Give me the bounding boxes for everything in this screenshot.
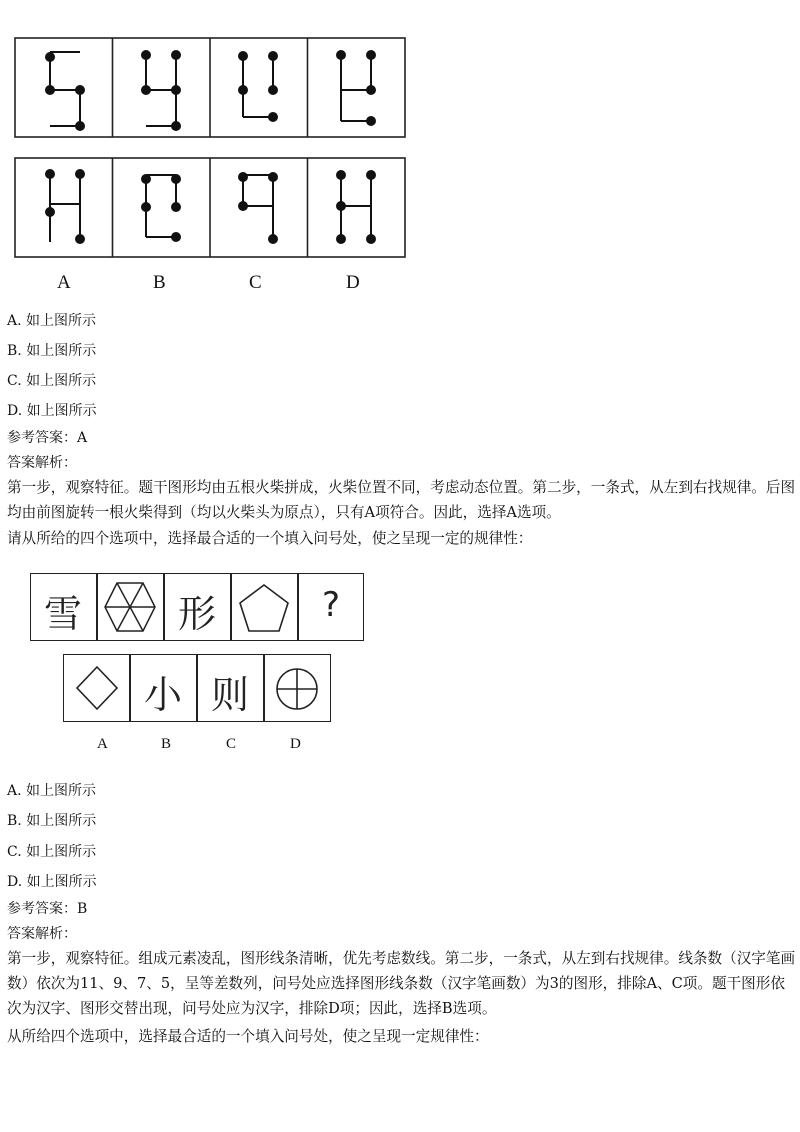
q2-prompt: 请从所给的四个选项中，选择最合适的一个填入问号处，使之呈现一定的规律性：	[7, 530, 533, 547]
q1-option-a[interactable]: A. 如上图所示	[7, 313, 97, 329]
q2-label-c: C	[226, 736, 237, 752]
q2-analysis: 第一步，观察特征。组成元素凌乱，图形线条清晰，优先考虑数线。第二步，一条式，从左到右找规律。线条数（汉字笔画数）依次为11、9、7、5，呈等差数列，问号处应选择图形线条数（汉字笔画数）为3的图形，排除A、C项。题干图形依次为汉字、图形交替出现，问号处应为汉字，排除D项；因此，选择B选项。	[7, 950, 796, 1017]
q2-answer: 参考答案：B	[7, 901, 88, 917]
matchstick-figure-4	[337, 51, 375, 125]
q1-analysis: 第一步，观察特征。题干图形均由五根火柴拼成，火柴位置不同，考虑动态位置。第二步，一条式，从左到右找规律。后图均由前图旋转一根火柴得到（均以火柴头为原点），只有A项符合。因此，选择A选项。	[7, 479, 796, 521]
q1-options-figure	[14, 157, 406, 259]
q2-char-xing: 形	[177, 592, 216, 636]
circle-cross-icon	[273, 665, 321, 713]
q3-prompt: 从所给四个选项中，选择最合适的一个填入问号处，使之呈现一定规律性：	[7, 1028, 489, 1045]
q1-analysis-title: 答案解析：	[7, 455, 77, 471]
q2-char-xue: 雪	[43, 592, 82, 636]
q1-label-b: B	[153, 272, 166, 293]
q2-option-a[interactable]: A. 如上图所示	[7, 783, 97, 799]
q1-label-d: D	[346, 272, 360, 293]
q2-question-mark: ?	[321, 585, 341, 625]
hexagon-icon	[103, 580, 157, 634]
q2-option-c[interactable]: C. 如上图所示	[7, 844, 97, 860]
q1-question-figure	[14, 37, 406, 139]
q1-option-c[interactable]: C. 如上图所示	[7, 373, 97, 389]
q2-options-row	[63, 654, 331, 722]
option-b-matchstick	[142, 175, 180, 241]
matchstick-figure-1	[46, 52, 84, 130]
pentagon-icon	[237, 582, 291, 634]
q2-char-xiao: 小	[143, 673, 182, 717]
q2-label-b: B	[161, 736, 172, 752]
q1-option-b[interactable]: B. 如上图所示	[7, 343, 97, 359]
q2-label-a: A	[97, 736, 108, 752]
diamond-icon	[74, 664, 120, 712]
option-a-matchstick	[46, 170, 84, 243]
q1-answer: 参考答案：A	[7, 430, 88, 446]
option-c-matchstick	[239, 173, 277, 243]
q2-analysis-title: 答案解析：	[7, 926, 77, 942]
q2-char-ze: 则	[210, 673, 249, 717]
q1-label-a: A	[57, 272, 71, 293]
option-d-matchstick	[337, 171, 375, 243]
matchstick-figure-2	[142, 51, 180, 130]
q2-option-d[interactable]: D. 如上图所示	[7, 874, 97, 890]
q1-option-d[interactable]: D. 如上图所示	[7, 403, 97, 419]
q2-label-d: D	[290, 736, 301, 752]
matchstick-figure-3	[239, 52, 277, 121]
q1-label-c: C	[249, 272, 262, 293]
q2-question-row	[30, 573, 364, 641]
q2-option-b[interactable]: B. 如上图所示	[7, 813, 97, 829]
